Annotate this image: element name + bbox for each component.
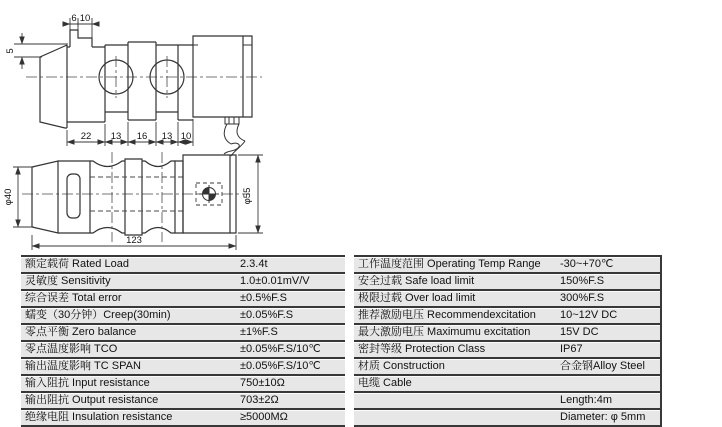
dim-label-6: 6 (71, 13, 77, 24)
table-row (354, 340, 660, 357)
table-row (354, 255, 660, 272)
mounting-slot (67, 174, 80, 218)
table-row (21, 391, 345, 408)
spec-label: 极限过载 Over load limit (358, 292, 476, 304)
top-tab (70, 30, 92, 47)
cable-gland (225, 117, 239, 124)
cable-break (224, 143, 239, 154)
spec-label: 电缆 Cable (358, 377, 412, 389)
table-row (21, 272, 345, 289)
table-row (354, 408, 660, 427)
center-boss (125, 159, 142, 235)
spec-value: ±0.05%F.S (240, 309, 294, 321)
dim-label-123: 123 (126, 235, 142, 246)
table-row (354, 374, 660, 391)
cable-entry-target-icon (199, 185, 219, 203)
table-row (354, 306, 660, 323)
table-row (354, 323, 660, 340)
spec-table-right (354, 255, 662, 427)
dim-label-dia40: φ40 (3, 188, 14, 206)
table-row (21, 255, 345, 272)
taper-end (32, 161, 58, 233)
spec-label: 工作温度范围 Operating Temp Range (358, 258, 541, 270)
spec-value: 703±2Ω (240, 394, 279, 406)
collar (175, 161, 183, 233)
spec-label: 安全过载 Safe load limit (358, 275, 475, 287)
spec-value: ≥5000MΩ (240, 411, 288, 423)
spec-label: 输出温度影响 TC SPAN (25, 360, 141, 372)
spec-value: 10~12V DC (560, 309, 618, 321)
front-view (22, 152, 250, 242)
spec-value: 1.0±0.01mV/V (240, 275, 310, 287)
spec-value: Length:4m (560, 394, 612, 406)
spec-table-left (21, 255, 345, 427)
dim-label-13a: 13 (110, 131, 122, 142)
table-row (354, 289, 660, 306)
front-view-dimensions (3, 155, 263, 250)
table-row (21, 357, 345, 374)
spec-label: 灵敏度 Sensitivity (25, 275, 111, 287)
spec-value: ±0.5%F.S (240, 292, 288, 304)
body-bottom-profile (67, 112, 193, 122)
spec-value: 2.3.4t (240, 258, 268, 270)
table-row (354, 391, 660, 408)
spec-value: IP67 (560, 343, 583, 355)
table-row (21, 374, 345, 391)
spec-value: ±0.05%F.S/10℃ (240, 360, 321, 372)
table-row (21, 306, 345, 323)
spec-value: ±0.05%F.S/10℃ (240, 343, 321, 355)
spec-label: 推荐激励电压 Recommendexcitation (358, 309, 536, 321)
dim-label-5: 5 (5, 48, 16, 54)
spec-value: 合金钢Alloy Steel (560, 360, 645, 372)
table-row (21, 289, 345, 306)
spec-table (21, 255, 662, 427)
dim-label-dia55: φ55 (242, 187, 253, 205)
spec-label: 综合误差 Total error (25, 292, 122, 304)
spec-label: 最大激励电压 Maximumu excitation (358, 326, 531, 338)
left-block (58, 161, 90, 233)
dim-label-10b: 10 (180, 131, 192, 142)
spec-value: 300%F.S (560, 292, 605, 304)
spec-label: 输出阻抗 Output resistance (25, 394, 159, 406)
dim-label-13b: 13 (161, 131, 173, 142)
spec-value: Diameter: φ 5mm (560, 411, 646, 423)
table-row (354, 272, 660, 289)
dim-label-22: 22 (80, 131, 92, 142)
spec-label: 零点平衡 Zero balance (25, 326, 137, 338)
spec-value: 150%F.S (560, 275, 605, 287)
spec-value: 15V DC (560, 326, 599, 338)
taper-end (40, 45, 67, 128)
body-top-profile (105, 42, 193, 45)
table-row (21, 340, 345, 357)
spec-label: 蠕变（30分钟）Creep(30min) (25, 309, 171, 321)
table-row (21, 408, 345, 427)
spec-label: 密封等级 Protection Class (358, 343, 486, 355)
right-block (193, 36, 252, 117)
spec-value: ±1%F.S (240, 326, 278, 338)
table-row (354, 357, 660, 374)
dim-label-16: 16 (136, 131, 148, 142)
table-row (21, 323, 345, 340)
cable (224, 124, 231, 144)
spec-label: 绝缘电阻 Insulation resistance (25, 411, 173, 423)
dim-label-10: 10 (79, 13, 91, 24)
spec-label: 额定载荷 Rated Load (25, 258, 129, 270)
spec-label: 材质 Construction (358, 360, 445, 372)
spec-label: 输入阻抗 Input resistance (25, 377, 150, 389)
spec-label: 零点温度影响 TCO (25, 343, 118, 355)
spec-value: 750±10Ω (240, 377, 285, 389)
spec-value: -30~+70℃ (560, 258, 614, 270)
